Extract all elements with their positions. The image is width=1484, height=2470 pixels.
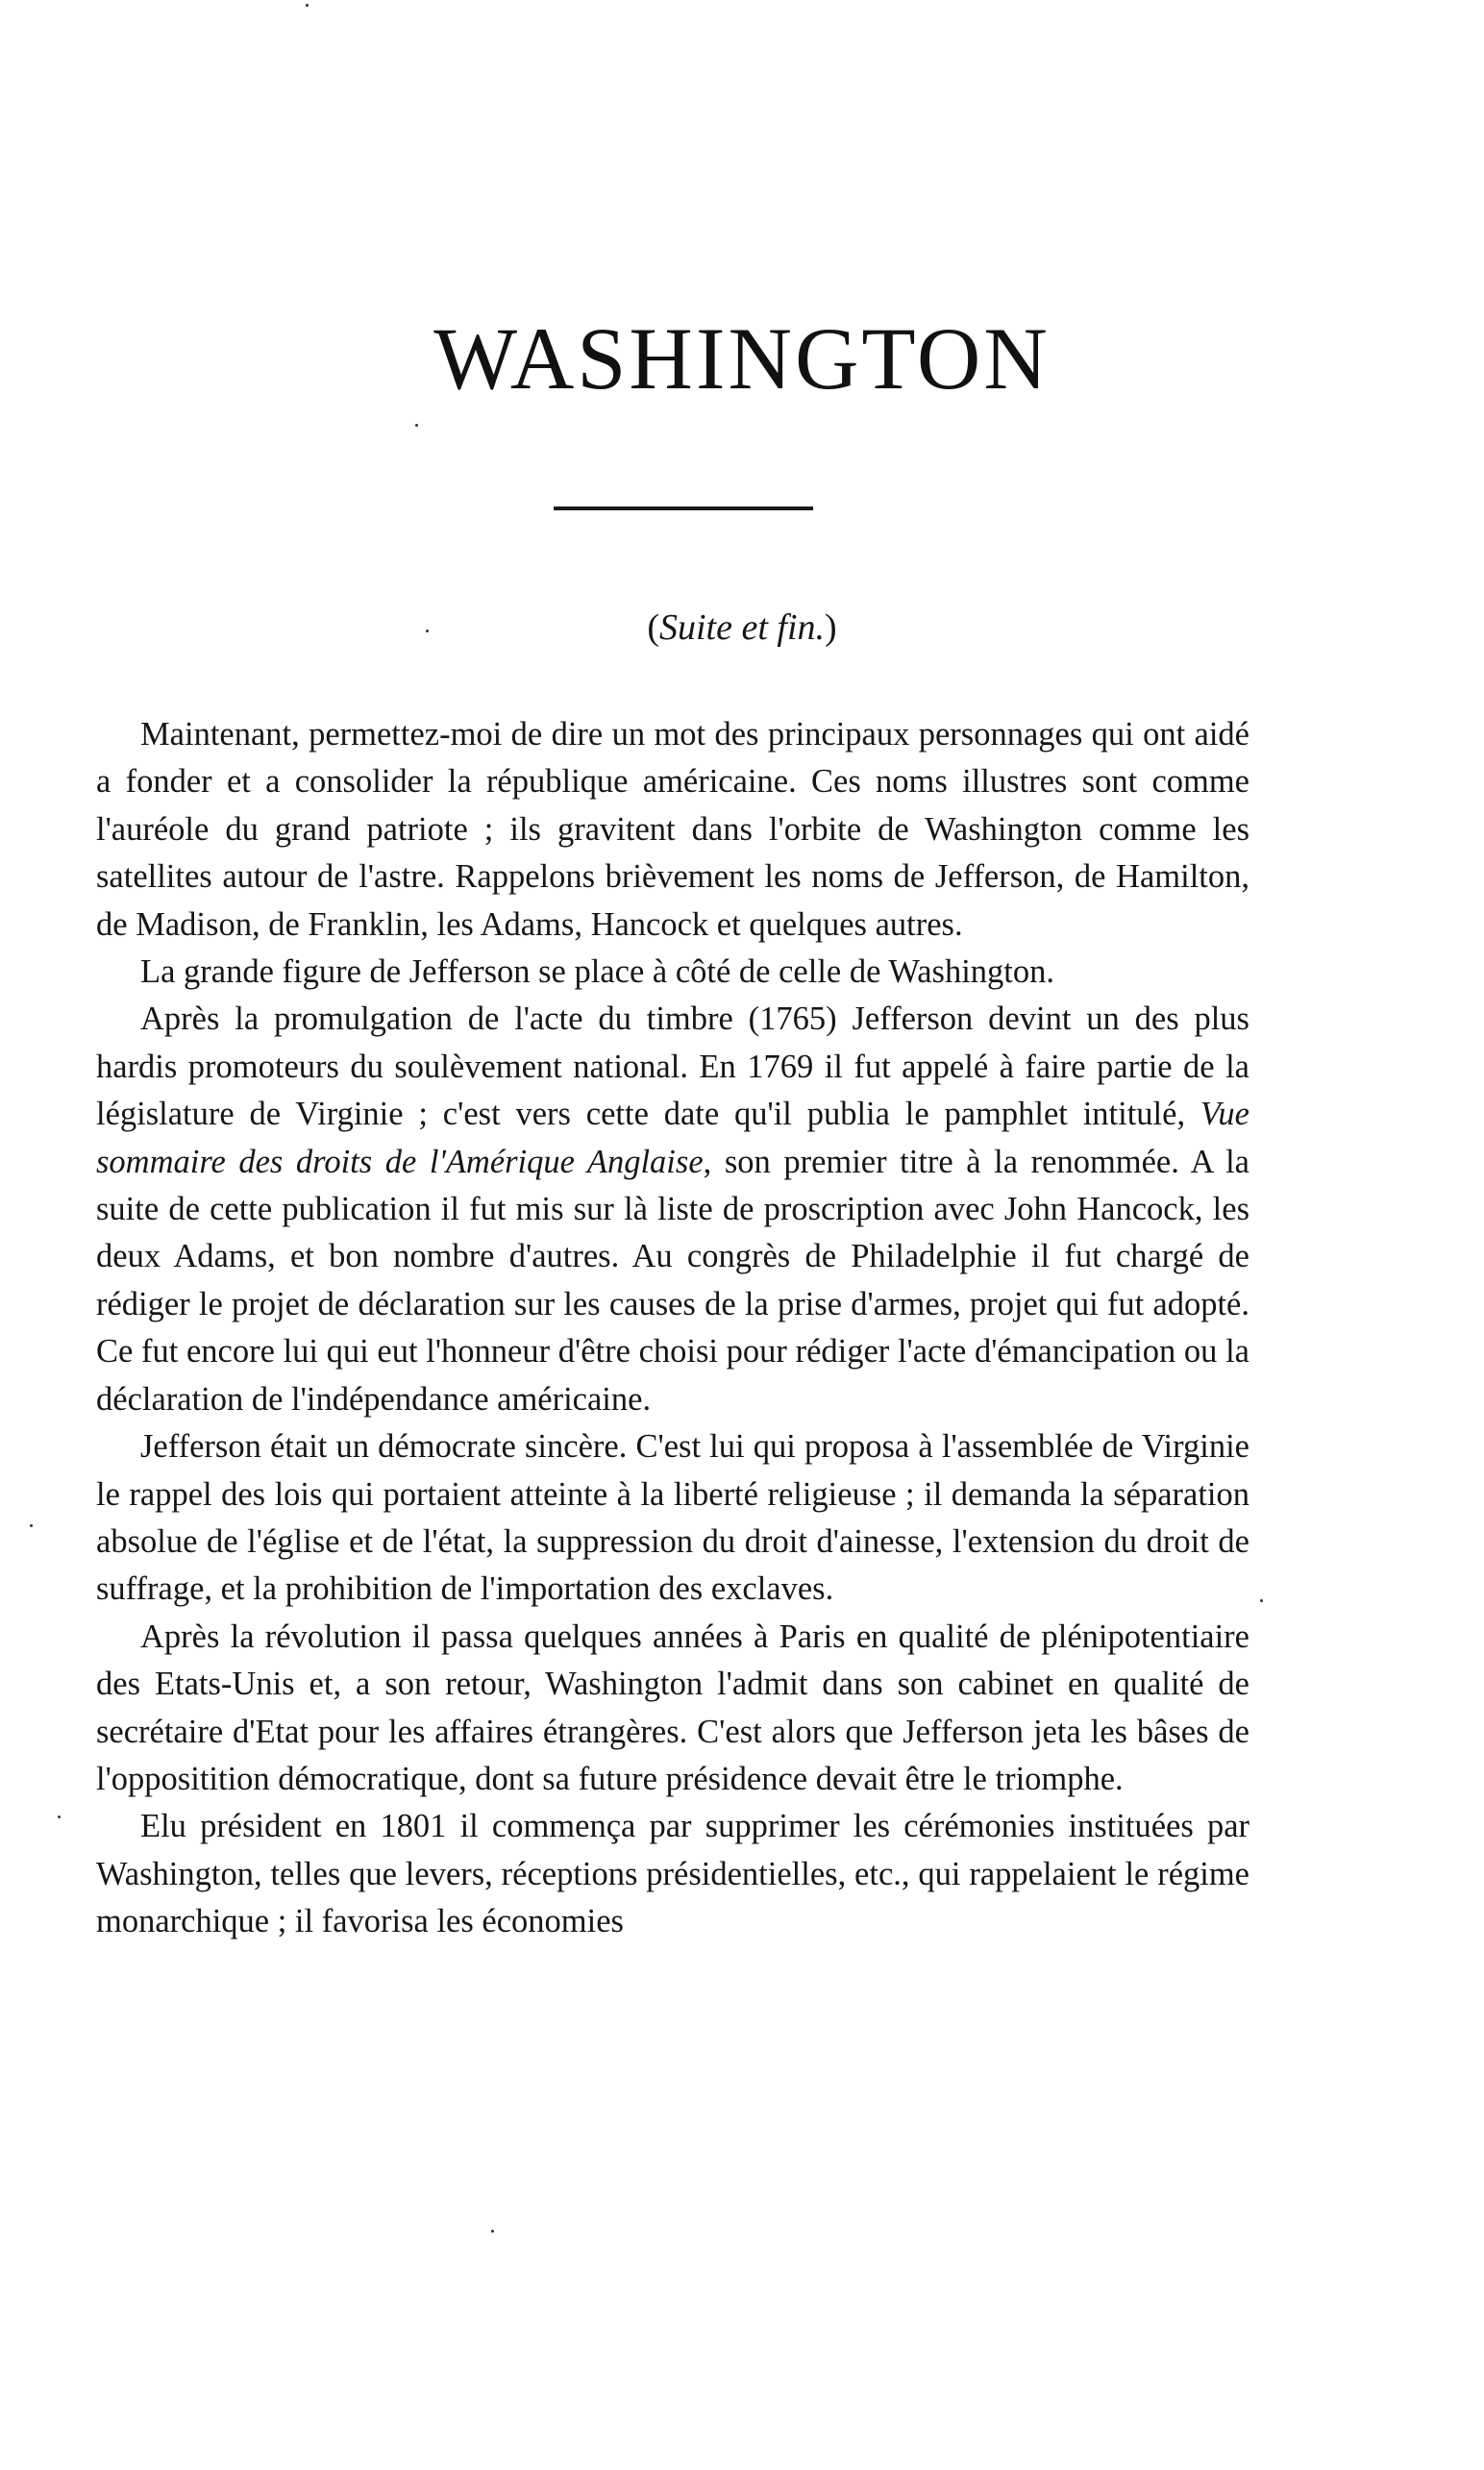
subtitle-open-paren: (	[647, 607, 659, 648]
paragraph-3-part-2: , son premier titre à la renommée. A la suite de cette publication il fut mis sur là liste de proscription avec John Hancock, les deux Adams, et bon nombre d'autres. Au congrès de Philadelphie il fut chargé de rédiger le projet de déclaration sur les causes de la prise d'armes, projet qui fut adopté. Ce fut encore lui qui eut l'honneur d'être choisi pour rédiger l'acte d'émancipation ou la déclaration de l'indépendance américaine.	[96, 1143, 1249, 1418]
paragraph-4: Jefferson était un démocrate sincère. C'est lui qui proposa à l'assemblée de Virginie le rappel des lois qui portaient atteinte à la liberté religieuse ; il demanda la séparation absolue de l'église et de l'état, la suppression du droit d'ainesse, l'extension du droit de suffrage, et la prohibition de l'importation des exclaves.	[96, 1428, 1249, 1608]
subtitle	[0, 604, 1484, 652]
subtitle-close-paren: )	[825, 607, 837, 648]
scan-speck	[306, 4, 309, 7]
subtitle-italic-text: Suite et fin.	[658, 607, 826, 648]
scan-speck	[426, 630, 429, 632]
paragraph-2: La grande figure de Jefferson se place à côté de celle de Washington.	[140, 953, 1054, 991]
pamphlet-title: Vue sommaire des droits de l'Amérique Anglaise	[96, 1096, 1249, 1180]
scan-speck	[415, 424, 418, 427]
scan-speck	[58, 1815, 61, 1818]
paragraph-1: Maintenant, permettez-moi de dire un mot des principaux personnages qui ont aidé a fonder et a consolider la république américaine. Ces noms illustres sont comme l'auréole du grand patriote ; ils gravitent dans l'orbite de Washington comme les satellites autour de l'astre. Rappelons brièvement les noms de Jefferson, de Hamilton, de Madison, de Franklin, les Adams, Hancock et quelques autres.	[96, 716, 1249, 943]
paragraph-3-part-1: Après la promulgation de l'acte du timbre (1765) Jefferson devint un des plus hardis promoteurs du soulèvement national. En 1769 il fut appelé à faire partie de la législature de Virginie ; c'est vers cette date qu'il publia le pamphlet intitulé,	[96, 1000, 1249, 1133]
page-title: WASHINGTON	[433, 309, 1051, 408]
paragraph-5: Après la révolution il passa quelques années à Paris en qualité de plénipotentiaire des Etats-Unis et, a son retour, Washington l'admit dans son cabinet en qualité de secrétaire d'Etat pour les affaires étrangères. C'est alors que Jefferson jeta les bâses de l'oppositition démocratique, dont sa future présidence devait être le triomphe.	[96, 1618, 1249, 1797]
scan-speck	[1260, 1599, 1263, 1602]
paragraph-6: Elu président en 1801 il commença par supprimer les cérémonies instituées par Washington, telles que levers, réceptions présidentielles, etc., qui rappelaient le régime monarchique ; il favorisa les économies	[96, 1808, 1249, 1940]
article-body	[96, 711, 1249, 1946]
paragraph-3	[96, 996, 1249, 1423]
title-divider	[554, 506, 813, 510]
scan-speck	[491, 2230, 494, 2233]
scan-speck	[30, 1524, 33, 1527]
